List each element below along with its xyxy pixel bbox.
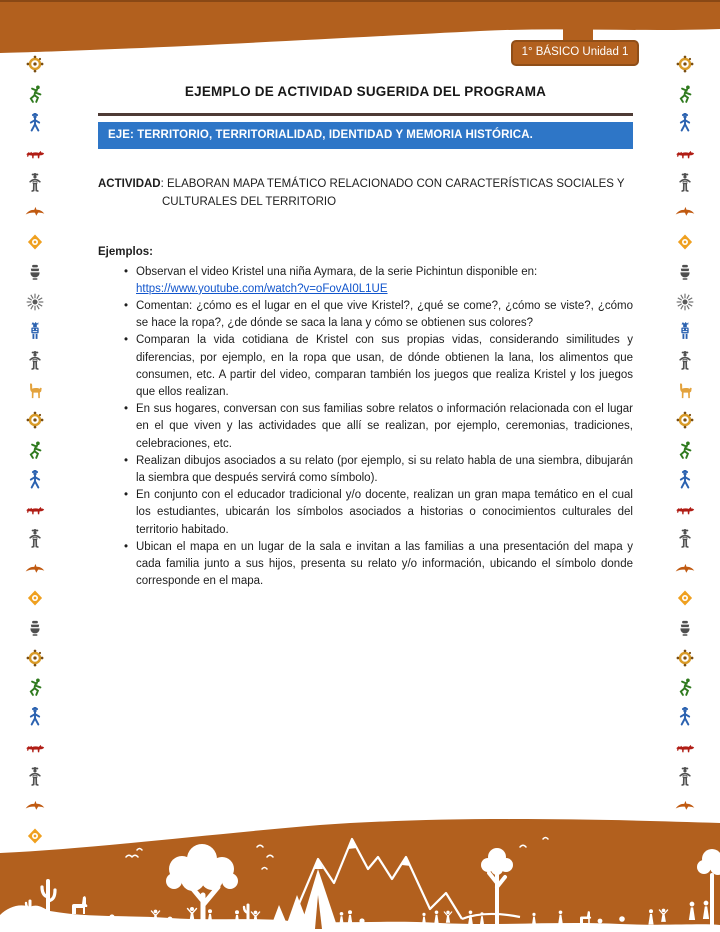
content-area — [98, 84, 633, 590]
pot-icon — [25, 262, 45, 282]
pot-icon — [675, 618, 695, 638]
sun-rays-icon — [675, 292, 695, 312]
llama-icon — [675, 381, 695, 401]
fox-icon — [675, 737, 695, 757]
ancestor-icon — [675, 529, 695, 549]
bullet-text: Comparan la vida cotidiana de Kristel con sus propias vidas, considerando similitudes y diferencias, por ejemplo, en la ropa que usan, de dónde obtienen la lana, los alimentos que consumen, etc. A partir del video, comparan también los juegos que realiza Kristel y los juegos que ellos realizan. — [136, 334, 633, 399]
left-icon-column — [24, 54, 46, 846]
person-icon — [675, 470, 695, 490]
person-icon — [25, 470, 45, 490]
bullet-text: Realizan dibujos asociados a su relato (por ejemplo, si su relato habla de una siembra, dibujarán la siembra que después servirá como símbolo). — [136, 454, 633, 485]
activity-label: ACTIVIDAD — [98, 178, 161, 190]
ancestor-icon — [25, 767, 45, 787]
example-bullet — [123, 401, 633, 453]
sun-rays-icon — [25, 292, 45, 312]
dancer-icon — [675, 677, 695, 697]
ancestor-icon — [675, 351, 695, 371]
ancestor-icon — [675, 173, 695, 193]
example-bullet — [123, 539, 633, 591]
fox-icon — [25, 499, 45, 519]
ancestor-icon — [25, 173, 45, 193]
example-bullet — [123, 487, 633, 539]
sun-symbol-icon — [675, 54, 695, 74]
sun-symbol-icon — [25, 410, 45, 430]
right-icon-column — [674, 54, 696, 846]
activity-line1: : ELABORAN MAPA TEMÁTICO RELACIONADO CON CARACTERÍSTICAS SOCIALES Y — [160, 178, 625, 190]
youtube-link[interactable]: https://www.youtube.com/watch?v=oFovAI0L1UE — [136, 282, 388, 295]
person-icon — [675, 113, 695, 133]
horizontal-rule — [98, 113, 633, 116]
dancer-icon — [25, 84, 45, 104]
condor-icon — [25, 559, 45, 579]
sun-symbol-icon — [675, 648, 695, 668]
ancestor-icon — [675, 767, 695, 787]
bullet-text: Comentan: ¿cómo es el lugar en el que vive Kristel?, ¿qué se come?, ¿cómo se viste?, ¿cómo se hace la ropa?, ¿de dónde se saca la lana y cómo se obtienen sus colores? — [136, 300, 633, 330]
bullet-text: Ubican el mapa en un lugar de la sala e invitan a las familias a una presentación del mapa y cada familia junto a sus hijos, presenta su relato y/o información, ubicando el símbolo donde corresponde en el mapa. — [136, 540, 633, 588]
example-bullet — [123, 264, 633, 298]
activity-line2: CULTURALES DEL TERRITORIO — [162, 195, 337, 208]
sun-symbol-icon — [675, 410, 695, 430]
examples-label: Ejemplos: — [98, 245, 153, 258]
activity-statement — [98, 176, 633, 212]
unit-badge — [511, 40, 639, 66]
bottom-landscape-decoration — [0, 817, 720, 932]
example-bullet — [123, 332, 633, 401]
dancer-icon — [675, 440, 695, 460]
condor-icon — [675, 796, 695, 816]
eje-banner — [98, 122, 633, 149]
examples-list — [123, 264, 633, 591]
ancestor-icon — [25, 351, 45, 371]
fox-icon — [25, 143, 45, 163]
example-bullet — [123, 298, 633, 332]
condor-icon — [25, 796, 45, 816]
eje-banner-label: EJE: TERRITORIO, TERRITORIALIDAD, IDENTIDAD Y MEMORIA HISTÓRICA. — [108, 129, 533, 141]
person-icon — [25, 707, 45, 727]
llama-icon — [25, 381, 45, 401]
person-icon — [25, 113, 45, 133]
sun-symbol-icon — [25, 648, 45, 668]
ornate-person-icon — [675, 321, 695, 341]
ornate-person-icon — [25, 321, 45, 341]
bullet-text: Observan el video Kristel una niña Aymara, de la serie Pichintun disponible en: — [136, 265, 538, 278]
page-title: EJEMPLO DE ACTIVIDAD SUGERIDA DEL PROGRAMA — [184, 84, 547, 99]
unit-badge-label: 1° BÁSICO Unidad 1 — [521, 46, 629, 58]
dancer-icon — [25, 677, 45, 697]
diamond-icon — [675, 588, 695, 608]
bullet-text: En conjunto con el educador tradicional y/o docente, realizan un gran mapa temático en el cual los estudiantes, ubicarán los símbolos asociados a historias o conocimientos culturales del territorio habitado. — [136, 489, 633, 536]
diamond-icon — [25, 232, 45, 252]
bullet-text: En sus hogares, conversan con sus familias sobre relatos o información relacionada con el lugar en el que viven y las actividades que allí se realizan, por ejemplo, ceremonias, tradiciones, celebraciones, etc. — [136, 403, 633, 450]
ancestor-icon — [25, 529, 45, 549]
person-icon — [675, 707, 695, 727]
example-bullet — [123, 453, 633, 487]
condor-icon — [675, 202, 695, 222]
pot-icon — [675, 262, 695, 282]
fox-icon — [25, 737, 45, 757]
dancer-icon — [675, 84, 695, 104]
fox-icon — [675, 499, 695, 519]
condor-icon — [675, 559, 695, 579]
condor-icon — [25, 202, 45, 222]
diamond-icon — [675, 232, 695, 252]
dancer-icon — [25, 440, 45, 460]
fox-icon — [675, 143, 695, 163]
sun-symbol-icon — [25, 54, 45, 74]
pot-icon — [25, 618, 45, 638]
diamond-icon — [25, 588, 45, 608]
